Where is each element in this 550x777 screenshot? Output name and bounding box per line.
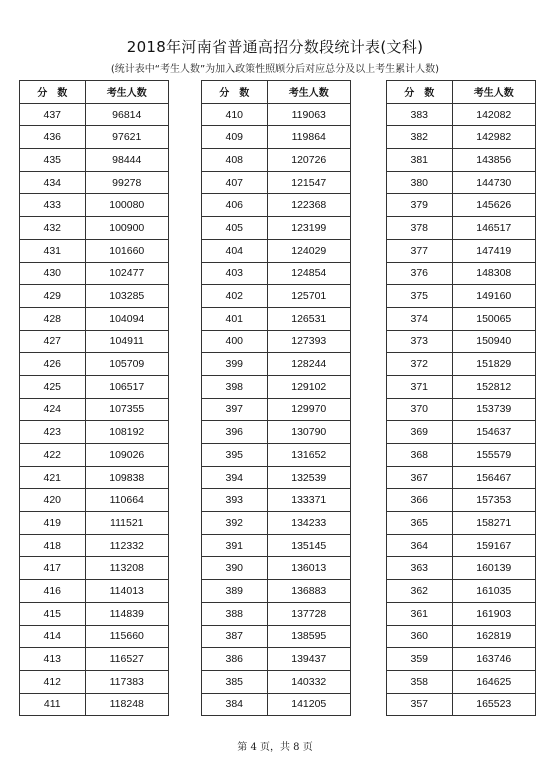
score-cell: 407	[202, 171, 268, 194]
score-cell: 376	[387, 262, 453, 285]
count-cell: 149160	[452, 285, 535, 308]
score-cell: 396	[202, 421, 268, 444]
count-cell: 103285	[85, 285, 168, 308]
table-row	[202, 171, 351, 194]
table-row	[20, 126, 169, 149]
score-cell: 408	[202, 149, 268, 172]
score-cell: 362	[387, 580, 453, 603]
count-cell: 122368	[267, 194, 350, 217]
table-row	[387, 398, 536, 421]
table-row	[387, 194, 536, 217]
count-cell: 136883	[267, 580, 350, 603]
table-row	[202, 375, 351, 398]
count-cell: 134233	[267, 512, 350, 535]
table-row	[387, 557, 536, 580]
count-cell: 125701	[267, 285, 350, 308]
table-row	[387, 307, 536, 330]
table-row	[202, 670, 351, 693]
table-row	[202, 625, 351, 648]
count-cell: 104911	[85, 330, 168, 353]
table-row	[202, 239, 351, 262]
score-cell: 359	[387, 648, 453, 671]
count-cell: 107355	[85, 398, 168, 421]
score-table-2	[201, 80, 351, 716]
table-row	[20, 398, 169, 421]
score-cell: 379	[387, 194, 453, 217]
table-row	[20, 466, 169, 489]
score-cell: 392	[202, 512, 268, 535]
count-cell: 144730	[452, 171, 535, 194]
score-cell: 390	[202, 557, 268, 580]
count-cell: 141205	[267, 693, 350, 716]
score-cell: 380	[387, 171, 453, 194]
count-cell: 124029	[267, 239, 350, 262]
table-row	[20, 194, 169, 217]
table-row	[202, 398, 351, 421]
score-cell: 405	[202, 217, 268, 240]
table-row	[20, 330, 169, 353]
score-table-body	[202, 103, 351, 716]
table-row	[387, 262, 536, 285]
score-cell: 404	[202, 239, 268, 262]
count-cell: 150065	[452, 307, 535, 330]
count-cell: 161903	[452, 602, 535, 625]
table-row	[20, 307, 169, 330]
score-cell: 371	[387, 375, 453, 398]
score-cell: 383	[387, 103, 453, 126]
table-row	[20, 285, 169, 308]
count-cell: 120726	[267, 149, 350, 172]
table-row	[202, 262, 351, 285]
count-cell: 121547	[267, 171, 350, 194]
score-cell: 401	[202, 307, 268, 330]
count-cell: 159167	[452, 534, 535, 557]
count-cell: 143856	[452, 149, 535, 172]
count-cell: 137728	[267, 602, 350, 625]
table-header-row	[20, 81, 169, 104]
count-cell: 142082	[452, 103, 535, 126]
table-row	[202, 285, 351, 308]
table-note: (统计表中“考生人数”为加入政策性照顾分后对应总分及以上考生累计人数)	[110, 64, 440, 75]
score-cell: 368	[387, 444, 453, 467]
score-table-3	[386, 80, 536, 716]
table-header-row	[202, 81, 351, 104]
table-row	[20, 103, 169, 126]
table-row	[20, 580, 169, 603]
table-row	[387, 466, 536, 489]
table-row	[202, 602, 351, 625]
table-row	[202, 194, 351, 217]
count-cell: 158271	[452, 512, 535, 535]
count-cell: 115660	[85, 625, 168, 648]
table-row	[202, 307, 351, 330]
score-table-body	[20, 103, 169, 716]
count-cell: 157353	[452, 489, 535, 512]
score-cell: 435	[20, 149, 86, 172]
table-row	[387, 693, 536, 716]
score-cell: 375	[387, 285, 453, 308]
table-row	[387, 239, 536, 262]
count-cell: 112332	[85, 534, 168, 557]
count-cell: 130790	[267, 421, 350, 444]
table-row	[202, 126, 351, 149]
score-cell: 427	[20, 330, 86, 353]
score-cell: 382	[387, 126, 453, 149]
score-cell: 377	[387, 239, 453, 262]
count-cell: 161035	[452, 580, 535, 603]
count-cell: 104094	[85, 307, 168, 330]
score-cell: 374	[387, 307, 453, 330]
table-header-row	[387, 81, 536, 104]
count-column-header: 考生人数	[85, 81, 168, 104]
score-cell: 424	[20, 398, 86, 421]
score-cell: 391	[202, 534, 268, 557]
score-cell: 370	[387, 398, 453, 421]
score-cell: 364	[387, 534, 453, 557]
table-row	[387, 330, 536, 353]
score-cell: 389	[202, 580, 268, 603]
score-cell: 384	[202, 693, 268, 716]
count-cell: 109838	[85, 466, 168, 489]
count-cell: 165523	[452, 693, 535, 716]
count-cell: 129970	[267, 398, 350, 421]
table-row	[20, 262, 169, 285]
table-row	[387, 171, 536, 194]
table-row	[20, 489, 169, 512]
table-row	[202, 489, 351, 512]
count-cell: 135145	[267, 534, 350, 557]
count-cell: 96814	[85, 103, 168, 126]
score-column-header: 分 数	[20, 81, 86, 104]
score-cell: 381	[387, 149, 453, 172]
count-cell: 160139	[452, 557, 535, 580]
table-row	[387, 512, 536, 535]
score-cell: 429	[20, 285, 86, 308]
count-cell: 145626	[452, 194, 535, 217]
table-row	[202, 103, 351, 126]
table-row	[387, 421, 536, 444]
count-cell: 106517	[85, 375, 168, 398]
table-row	[20, 217, 169, 240]
count-cell: 113208	[85, 557, 168, 580]
score-cell: 434	[20, 171, 86, 194]
table-row	[387, 126, 536, 149]
score-cell: 428	[20, 307, 86, 330]
score-cell: 410	[202, 103, 268, 126]
table-row	[20, 534, 169, 557]
score-cell: 411	[20, 693, 86, 716]
count-cell: 147419	[452, 239, 535, 262]
score-cell: 413	[20, 648, 86, 671]
table-row	[202, 512, 351, 535]
table-row	[387, 489, 536, 512]
count-cell: 98444	[85, 149, 168, 172]
table-row	[387, 103, 536, 126]
score-cell: 406	[202, 194, 268, 217]
count-cell: 140332	[267, 670, 350, 693]
score-cell: 412	[20, 670, 86, 693]
table-row	[387, 648, 536, 671]
page-title: 2018年河南省普通高招分数段统计表(文科)	[126, 38, 424, 56]
count-cell: 100900	[85, 217, 168, 240]
score-tables	[0, 80, 550, 710]
page-number: 第 4 页，共 8 页	[237, 742, 313, 753]
count-cell: 153739	[452, 398, 535, 421]
table-row	[202, 353, 351, 376]
count-cell: 136013	[267, 557, 350, 580]
score-column-header: 分 数	[387, 81, 453, 104]
table-row	[387, 353, 536, 376]
score-cell: 403	[202, 262, 268, 285]
count-cell: 142982	[452, 126, 535, 149]
count-cell: 99278	[85, 171, 168, 194]
count-cell: 124854	[267, 262, 350, 285]
score-cell: 387	[202, 625, 268, 648]
score-cell: 395	[202, 444, 268, 467]
table-row	[20, 421, 169, 444]
score-cell: 373	[387, 330, 453, 353]
count-cell: 155579	[452, 444, 535, 467]
table-row	[202, 149, 351, 172]
count-cell: 123199	[267, 217, 350, 240]
table-row	[387, 602, 536, 625]
score-cell: 415	[20, 602, 86, 625]
score-cell: 363	[387, 557, 453, 580]
score-cell: 409	[202, 126, 268, 149]
score-cell: 431	[20, 239, 86, 262]
score-table-1	[19, 80, 169, 716]
score-cell: 432	[20, 217, 86, 240]
table-row	[387, 625, 536, 648]
count-cell: 109026	[85, 444, 168, 467]
table-row	[202, 444, 351, 467]
score-cell: 394	[202, 466, 268, 489]
score-cell: 378	[387, 217, 453, 240]
score-cell: 402	[202, 285, 268, 308]
count-cell: 102477	[85, 262, 168, 285]
score-cell: 398	[202, 375, 268, 398]
score-cell: 414	[20, 625, 86, 648]
table-row	[387, 217, 536, 240]
count-column-header: 考生人数	[267, 81, 350, 104]
count-cell: 108192	[85, 421, 168, 444]
count-cell: 97621	[85, 126, 168, 149]
table-row	[20, 648, 169, 671]
count-cell: 148308	[452, 262, 535, 285]
table-row	[202, 693, 351, 716]
count-cell: 151829	[452, 353, 535, 376]
count-cell: 119063	[267, 103, 350, 126]
score-cell: 397	[202, 398, 268, 421]
count-cell: 117383	[85, 670, 168, 693]
table-row	[20, 375, 169, 398]
score-cell: 400	[202, 330, 268, 353]
count-cell: 138595	[267, 625, 350, 648]
table-row	[20, 171, 169, 194]
table-row	[20, 444, 169, 467]
table-row	[20, 239, 169, 262]
table-row	[202, 580, 351, 603]
count-cell: 133371	[267, 489, 350, 512]
table-row	[20, 670, 169, 693]
table-row	[20, 353, 169, 376]
score-cell: 421	[20, 466, 86, 489]
table-row	[20, 149, 169, 172]
table-row	[202, 217, 351, 240]
table-row	[202, 557, 351, 580]
table-row	[202, 421, 351, 444]
table-row	[20, 512, 169, 535]
table-row	[20, 602, 169, 625]
table-row	[202, 648, 351, 671]
score-column-header: 分 数	[202, 81, 268, 104]
score-cell: 420	[20, 489, 86, 512]
count-column-header: 考生人数	[452, 81, 535, 104]
score-table-body	[387, 103, 536, 716]
count-cell: 132539	[267, 466, 350, 489]
count-cell: 114013	[85, 580, 168, 603]
count-cell: 116527	[85, 648, 168, 671]
count-cell: 128244	[267, 353, 350, 376]
score-cell: 399	[202, 353, 268, 376]
count-cell: 101660	[85, 239, 168, 262]
count-cell: 119864	[267, 126, 350, 149]
score-cell: 418	[20, 534, 86, 557]
table-row	[20, 557, 169, 580]
score-cell: 357	[387, 693, 453, 716]
score-cell: 393	[202, 489, 268, 512]
count-cell: 118248	[85, 693, 168, 716]
table-row	[20, 693, 169, 716]
count-cell: 152812	[452, 375, 535, 398]
score-cell: 388	[202, 602, 268, 625]
score-cell: 372	[387, 353, 453, 376]
score-cell: 419	[20, 512, 86, 535]
count-cell: 129102	[267, 375, 350, 398]
count-cell: 110664	[85, 489, 168, 512]
count-cell: 156467	[452, 466, 535, 489]
count-cell: 105709	[85, 353, 168, 376]
table-row	[387, 670, 536, 693]
count-cell: 139437	[267, 648, 350, 671]
table-row	[387, 149, 536, 172]
count-cell: 126531	[267, 307, 350, 330]
score-cell: 430	[20, 262, 86, 285]
count-cell: 150940	[452, 330, 535, 353]
score-cell: 360	[387, 625, 453, 648]
table-row	[387, 580, 536, 603]
table-row	[387, 375, 536, 398]
score-cell: 423	[20, 421, 86, 444]
score-cell: 436	[20, 126, 86, 149]
score-cell: 416	[20, 580, 86, 603]
score-cell: 367	[387, 466, 453, 489]
count-cell: 111521	[85, 512, 168, 535]
score-cell: 358	[387, 670, 453, 693]
table-row	[202, 330, 351, 353]
table-row	[202, 534, 351, 557]
count-cell: 164625	[452, 670, 535, 693]
score-cell: 422	[20, 444, 86, 467]
score-cell: 433	[20, 194, 86, 217]
score-cell: 386	[202, 648, 268, 671]
count-cell: 131652	[267, 444, 350, 467]
count-cell: 163746	[452, 648, 535, 671]
score-cell: 425	[20, 375, 86, 398]
score-cell: 385	[202, 670, 268, 693]
score-cell: 437	[20, 103, 86, 126]
count-cell: 154637	[452, 421, 535, 444]
count-cell: 127393	[267, 330, 350, 353]
table-row	[387, 534, 536, 557]
table-row	[387, 444, 536, 467]
table-row	[202, 466, 351, 489]
score-cell: 361	[387, 602, 453, 625]
score-cell: 365	[387, 512, 453, 535]
table-row	[387, 285, 536, 308]
score-cell: 426	[20, 353, 86, 376]
count-cell: 146517	[452, 217, 535, 240]
count-cell: 114839	[85, 602, 168, 625]
score-cell: 417	[20, 557, 86, 580]
table-row	[20, 625, 169, 648]
count-cell: 100080	[85, 194, 168, 217]
score-cell: 366	[387, 489, 453, 512]
score-cell: 369	[387, 421, 453, 444]
count-cell: 162819	[452, 625, 535, 648]
